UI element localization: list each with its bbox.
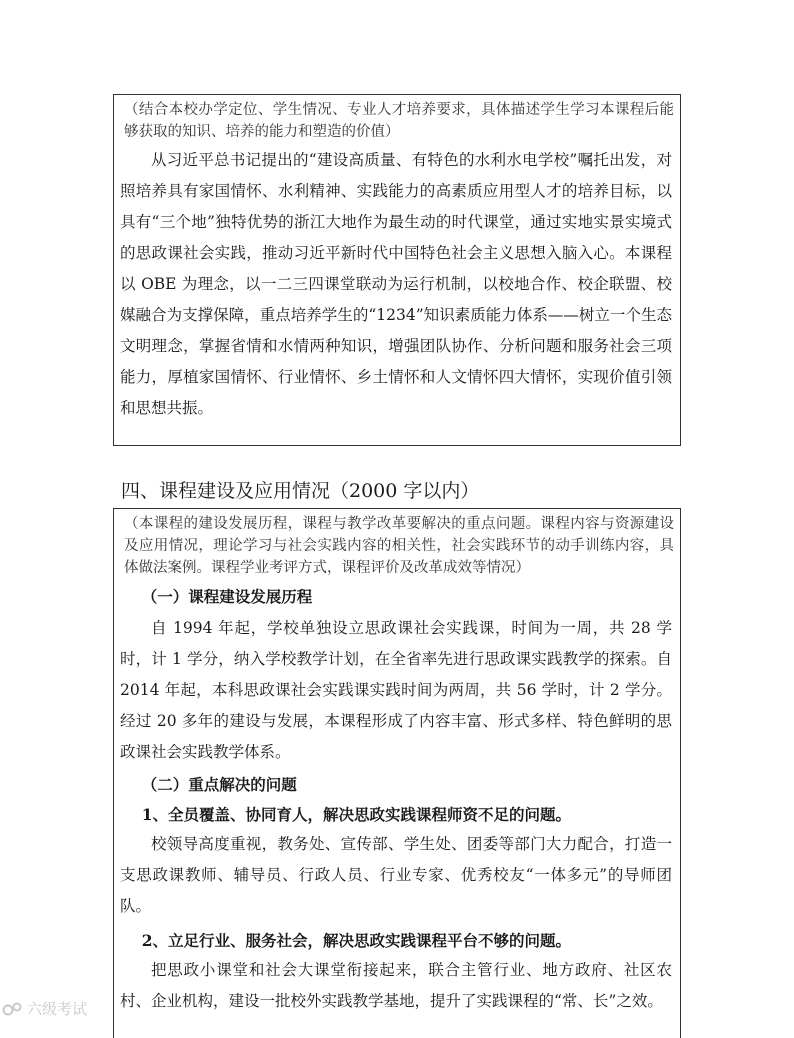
objectives-instruction-note: （结合本校办学定位、学生情况、专业人才培养要求，具体描述学生学习本课程后能够获取的知识、培养的能力和塑造的价值） [124,102,674,140]
construction-instruction-note: （本课程的建设发展历程，课程与教学改革要解决的重点问题。课程内容与资源建设及应用情况，理论学习与社会实践内容的相关性，社会实践环节的动手训练内容，具体做法案例。课程学业考评方式，课程评价及改革成效等情况） [124,516,674,576]
watermark [2,998,87,1019]
history-paragraph: 自 1994 年起，学校单独设立思政课社会实践课，时间为一周，共 28 学时，计 1 学分，纳入学校教学计划，在全省率先进行思政课实践教学的探索。自 2014 年起，本科思政课社会实践课实践时间为两周，共 56 学时，计 2 学分。经过 20 多年的建设与发展，本课程形成了内容丰富、形式多样、特色鲜明的思政课社会实践教学体系。 [120,619,672,761]
problem-one-paragraph: 校领导高度重视，教务处、宣传部、学生处、团委等部门大力配合，打造一支思政课教师、辅导员、行政人员、行业专家、优秀校友“一体多元”的导师团队。 [120,835,672,915]
course-construction-box [113,508,681,1038]
subsection-history-heading: （一）课程建设发展历程 [141,587,313,606]
subsection-key-problems-heading: （二）重点解决的问题 [141,775,297,794]
watermark-logo-icon [2,1001,24,1017]
objectives-paragraph: 从习近平总书记提出的“建设高质量、有特色的水利水电学校”嘱托出发，对照培养具有家国情怀、水利精神、实践能力的高素质应用型人才的培养目标，以具有“三个地”独特优势的浙江大地作为最生动的时代课堂，通过实地实景实境式的思政课社会实践，推动习近平新时代中国特色社会主义思想入脑入心。本课程以 OBE 为理念，以一二三四课堂联动为运行机制，以校地合作、校企联盟、校媒融合为支撑保障，重点培养学生的“1234”知识素质能力体系——树立一个生态文明理念，掌握省情和水情两种知识，增强团队协作、分析问题和服务社会三项能力，厚植家国情怀、行业情怀、乡土情怀和人文情怀四大情怀，实现价值引领和思想共振。 [120,151,672,417]
objectives-box [113,94,681,446]
problem-one-heading: 1、全员覆盖、协同育人，解决思政实践课程师资不足的问题。 [141,805,571,824]
watermark-text: 六级考试 [27,1000,88,1018]
problem-two-paragraph: 把思政小课堂和社会大课堂衔接起来，联合主管行业、地方政府、社区农村、企业机构，建设一批校外实践教学基地，提升了实践课程的“常、长”之效。 [120,961,672,1010]
problem-two-heading: 2、立足行业、服务社会，解决思政实践课程平台不够的问题。 [141,931,571,950]
section-four-title: 四、课程建设及应用情况（2000 字以内） [121,480,480,502]
